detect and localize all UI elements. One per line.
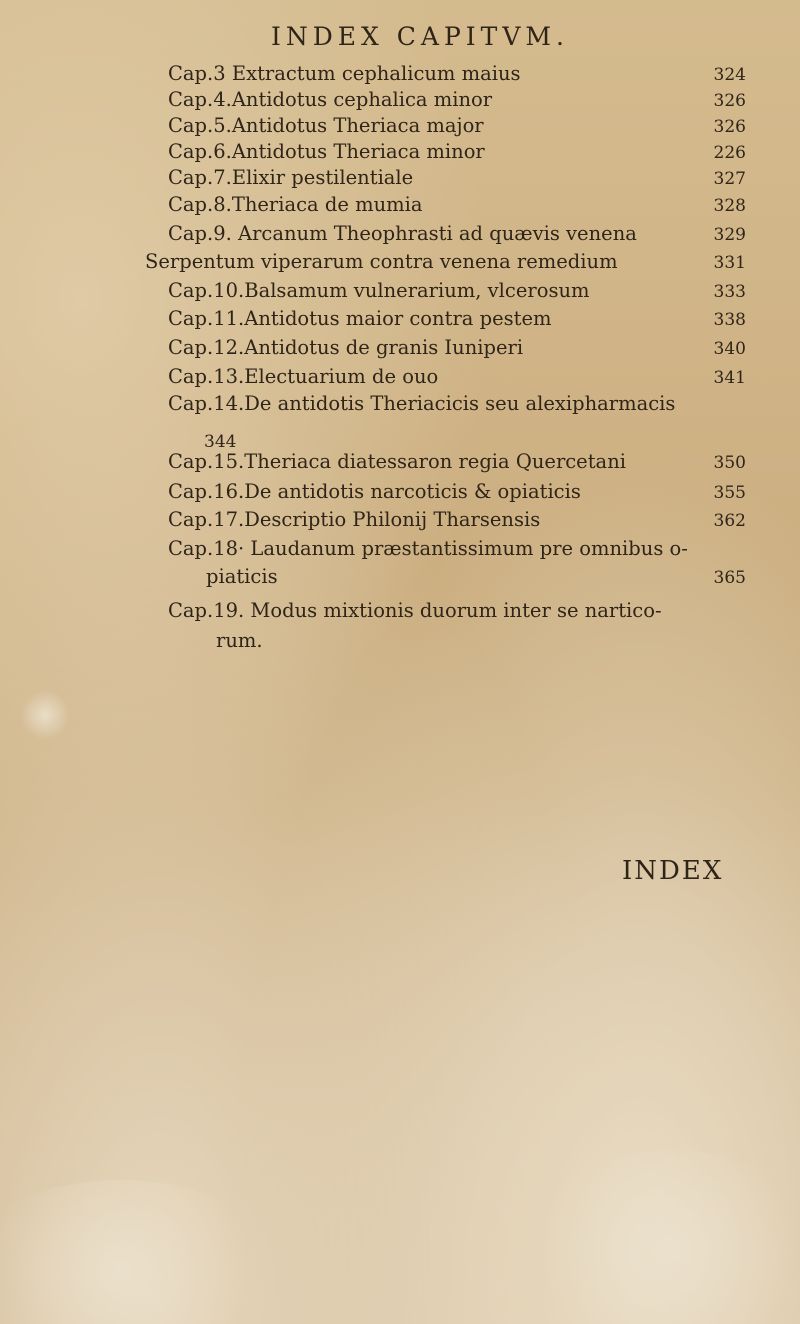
entry-page: 338 xyxy=(713,310,746,330)
entry-page: 365 xyxy=(713,568,746,588)
catchword: INDEX xyxy=(622,856,724,886)
index-entry xyxy=(168,220,746,248)
entry-page: 340 xyxy=(713,339,746,359)
index-entry xyxy=(168,164,746,192)
entry-label: Cap.18· Laudanum præstantissimum pre omnibus o- xyxy=(168,537,688,560)
entry-page: 226 xyxy=(713,143,746,163)
page-title: INDEX CAPITVM. xyxy=(271,22,569,51)
entry-label: Cap.13.Electuarium de ouo xyxy=(168,365,439,388)
entry-page: 326 xyxy=(713,91,746,111)
entry-label: piaticis xyxy=(206,565,278,588)
index-entry xyxy=(168,334,746,362)
entry-label: Cap.15.Theriaca diatessaron regia Quercetani xyxy=(168,450,626,473)
index-entry xyxy=(168,112,746,140)
entry-label: Cap.6.Antidotus Theriaca minor xyxy=(168,140,485,163)
entry-label: Cap.12.Antidotus de granis Iuniperi xyxy=(168,336,524,359)
entry-page: 327 xyxy=(713,169,746,189)
entry-page: 350 xyxy=(713,453,746,473)
entry-page: 341 xyxy=(713,368,746,388)
index-entry xyxy=(168,535,746,563)
entry-label: Cap.4.Antidotus cephalica minor xyxy=(168,88,493,111)
entry-page-continued: 344 xyxy=(204,432,237,452)
index-entry xyxy=(168,506,746,534)
entry-label: Cap.5.Antidotus Theriaca major xyxy=(168,114,484,137)
entry-page: 324 xyxy=(713,65,746,85)
entry-label: Cap.8.Theriaca de mumia xyxy=(168,193,423,216)
index-entry xyxy=(168,305,746,333)
entry-label: Cap.11.Antidotus maior contra pestem xyxy=(168,307,552,330)
index-entry xyxy=(206,563,746,591)
entry-page: 362 xyxy=(713,511,746,531)
entry-page: 331 xyxy=(713,253,746,273)
index-entry xyxy=(168,60,746,88)
index-entry xyxy=(168,138,746,166)
entry-label: Cap.16.De antidotis narcoticis & opiaticis xyxy=(168,480,581,503)
paper-stain xyxy=(520,1150,800,1324)
index-entry xyxy=(168,363,746,391)
entry-page: 355 xyxy=(713,483,746,503)
entry-label-continued: rum. xyxy=(216,629,263,652)
paper-stain xyxy=(0,1180,280,1324)
index-entry xyxy=(168,277,746,305)
entry-label: Cap.17.Descriptio Philonij Tharsensis xyxy=(168,508,541,531)
entry-label: Cap.3 Extractum cephalicum maius xyxy=(168,62,521,85)
entry-label: Cap.14.De antidotis Theriacicis seu alexipharmacis xyxy=(168,392,676,415)
index-entry xyxy=(168,191,746,219)
entry-page: 333 xyxy=(713,282,746,302)
entry-label: Serpentum viperarum contra venena remedium xyxy=(145,250,618,273)
index-entry xyxy=(168,478,746,506)
entry-label: Cap.19. Modus mixtionis duorum inter se nartico- xyxy=(168,599,662,622)
entry-page: 329 xyxy=(713,225,746,245)
entry-label: Cap.9. Arcanum Theophrasti ad quævis venena xyxy=(168,222,637,245)
index-entry xyxy=(168,390,746,418)
entry-label: Cap.10.Balsamum vulnerarium, vlcerosum xyxy=(168,279,590,302)
entry-page: 328 xyxy=(713,196,746,216)
entry-label: Cap.7.Elixir pestilentiale xyxy=(168,166,414,189)
index-entry xyxy=(145,248,746,276)
index-entry xyxy=(168,86,746,114)
index-entry xyxy=(168,597,746,625)
index-entry xyxy=(168,448,746,476)
entry-page: 326 xyxy=(713,117,746,137)
